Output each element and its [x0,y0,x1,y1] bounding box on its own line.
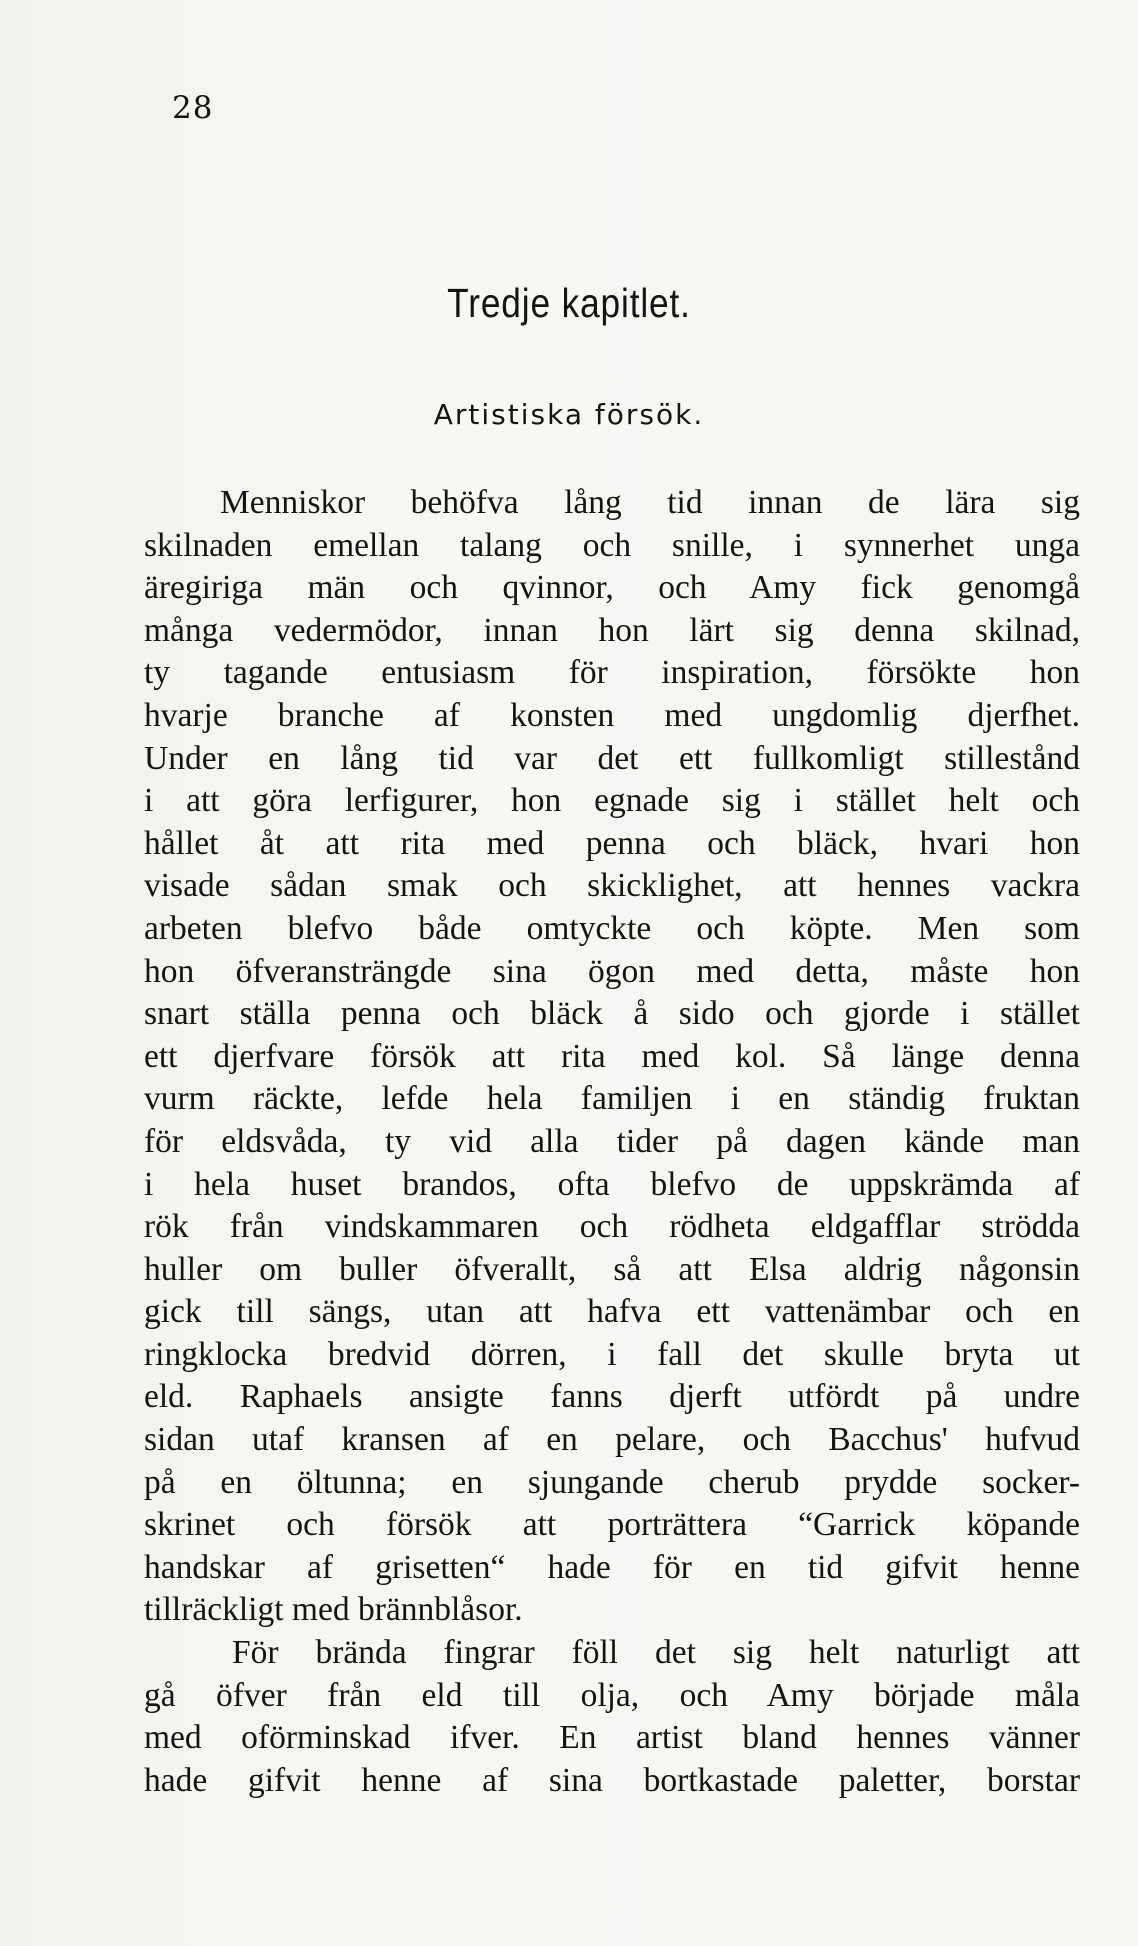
text-line: Under en lång tid var det ett fullkomligt stillestånd [144,739,1080,777]
text-line: skilnaden emellan talang och snille, i synnerhet unga [144,526,1080,564]
text-line: i hela huset brandos, ofta blefvo de uppskrämda af [144,1165,1080,1203]
text-line: ty tagande entusiasm för inspiration, försökte hon [144,654,1080,692]
text-line: i att göra lerfigurer, hon egnade sig i stället helt och [144,782,1080,820]
text-line: med oförminskad ifver. En artist bland hennes vänner [144,1719,1080,1757]
chapter-subtitle: Artistiska försök. [433,398,705,431]
text-line: gick till sängs, utan att hafva ett vattenämbar och en [144,1293,1080,1331]
text-line: äregiriga män och qvinnor, och Amy fick genomgå [144,569,1080,607]
text-line: handskar af grisetten“ hade för en tid gifvit henne [144,1548,1080,1586]
text-line: gå öfver från eld till olja, och Amy började måla [144,1676,1080,1714]
text-line: hvarje branche af konsten med ungdomlig djerfhet. [144,696,1080,734]
text-line: För brända fingrar föll det sig helt naturligt att [232,1634,1080,1672]
text-line: ringklocka bredvid dörren, i fall det skulle bryta ut [144,1335,1080,1373]
chapter-title: Tredje kapitlet. [447,280,691,326]
text-line: tillräckligt med brännblåsor. [144,1591,523,1629]
text-line: snart ställa penna och bläck å sido och gjorde i stället [144,995,1080,1033]
text-line: eld. Raphaels ansigte fanns djerft utfördt på undre [144,1378,1080,1416]
text-line: hon öfveransträngde sina ögon med detta, måste hon [144,952,1080,990]
text-line: många vedermödor, innan hon lärt sig denna skilnad, [144,611,1080,649]
text-line: vurm räckte, lefde hela familjen i en ständig fruktan [144,1080,1080,1118]
text-line: för eldsvåda, ty vid alla tider på dagen kände man [144,1122,1080,1160]
text-line: visade sådan smak och skicklighet, att hennes vackra [144,867,1080,905]
body-text [144,482,1080,1802]
text-line: rök från vindskammaren och rödheta eldgafflar strödda [144,1208,1080,1246]
text-line: Menniskor behöfva lång tid innan de lära sig [220,484,1080,521]
text-line: hållet åt att rita med penna och bläck, hvari hon [144,824,1080,862]
text-line: ett djerfvare försök att rita med kol. Så länge denna [144,1037,1080,1075]
text-line: huller om buller öfverallt, så att Elsa aldrig någonsin [144,1250,1080,1288]
text-line: sidan utaf kransen af en pelare, och Bacchus' hufvud [144,1421,1080,1459]
page-number: 28 [172,90,214,126]
text-line: på en öltunna; en sjungande cherub prydde socker- [144,1463,1080,1501]
text-line: hade gifvit henne af sina bortkastade paletter, borstar [144,1761,1080,1799]
text-line: skrinet och försök att porträttera “Garrick köpande [144,1506,1080,1544]
text-line: arbeten blefvo både omtyckte och köpte. Men som [144,909,1080,947]
